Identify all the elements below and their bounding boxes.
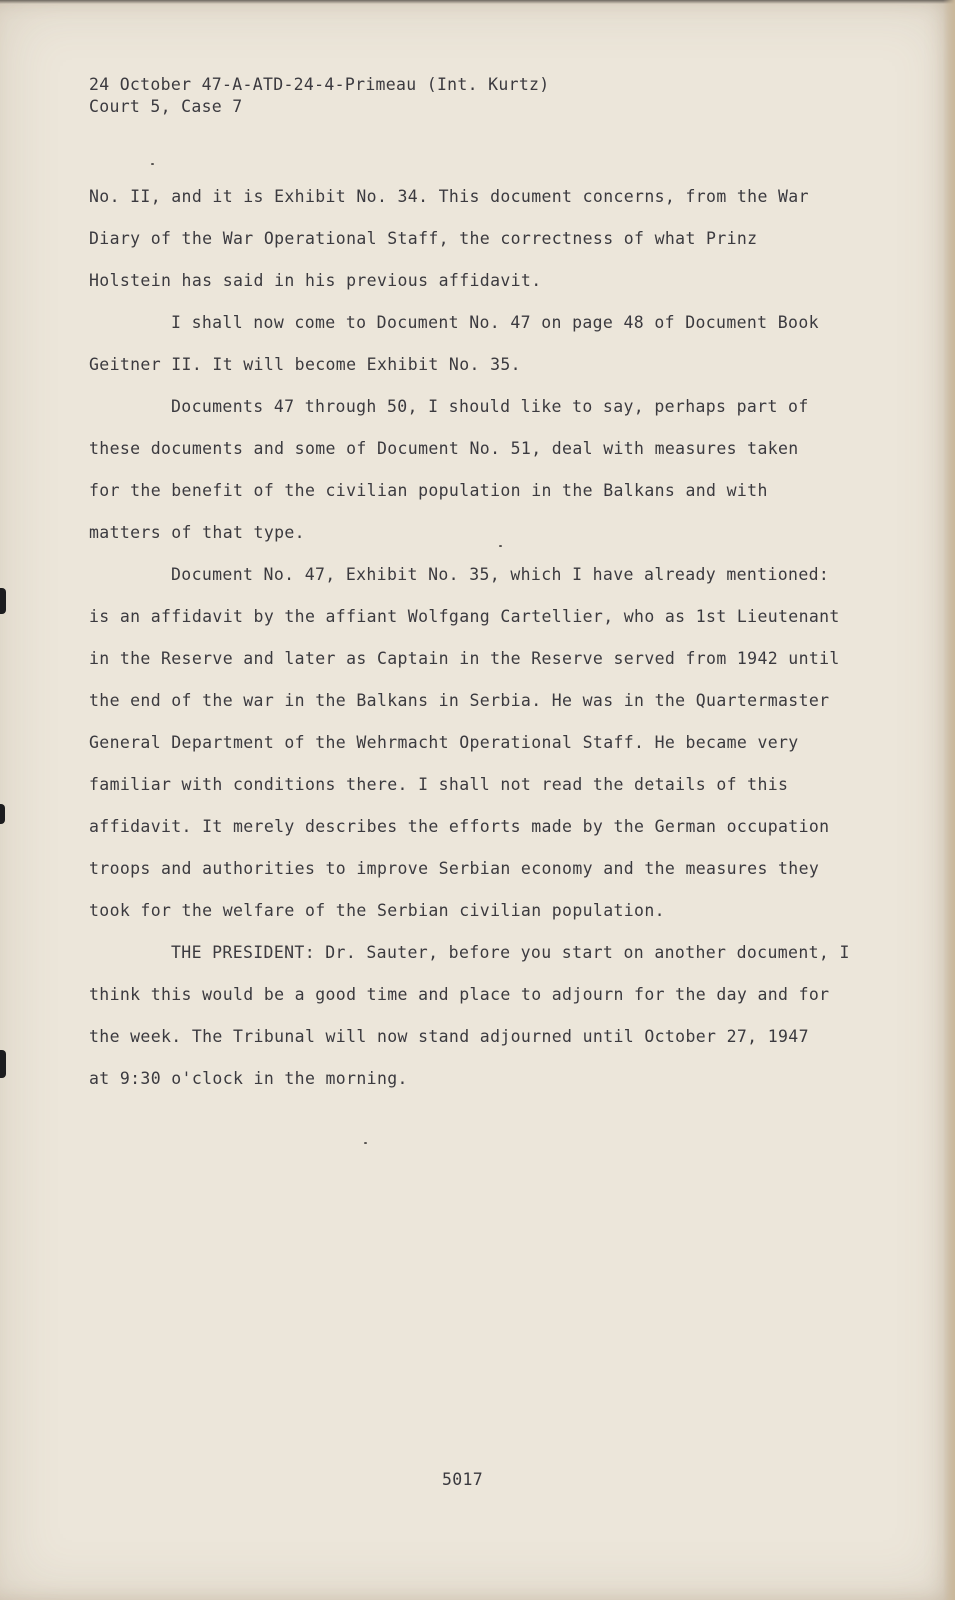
- transcript-body: [89, 176, 859, 1100]
- header-line-2: Court 5, Case 7: [89, 97, 243, 116]
- paragraph: [89, 554, 859, 932]
- page-right-edge: [943, 0, 955, 1600]
- paragraph: [89, 302, 859, 386]
- page-number: 5017: [442, 1470, 483, 1489]
- header-line-1: 24 October 47-A-ATD-24-4-Primeau (Int. Kurtz): [89, 75, 550, 94]
- text-line: Holstein has said in his previous affidavit.: [89, 271, 542, 290]
- text-line: THE PRESIDENT: Dr. Sauter, before you start on another document, I: [171, 943, 850, 962]
- text-line: in the Reserve and later as Captain in the Reserve served from 1942 until: [89, 649, 840, 668]
- text-line: Documents 47 through 50, I should like to say, perhaps part of: [171, 397, 809, 416]
- ink-speck-1: [151, 163, 154, 165]
- text-line: these documents and some of Document No. 51, deal with measures taken: [89, 439, 799, 458]
- text-line: affidavit. It merely describes the efforts made by the German occupation: [89, 817, 830, 836]
- ink-speck-3: [364, 1142, 367, 1144]
- text-line: matters of that type.: [89, 523, 305, 542]
- punch-mark-3: [0, 1050, 6, 1078]
- text-line: took for the welfare of the Serbian civilian population.: [89, 901, 665, 920]
- text-line: for the benefit of the civilian population in the Balkans and with: [89, 481, 768, 500]
- text-line: General Department of the Wehrmacht Operational Staff. He became very: [89, 733, 799, 752]
- text-line: is an affidavit by the affiant Wolfgang Cartellier, who as 1st Lieutenant: [89, 607, 840, 626]
- text-line: Geitner II. It will become Exhibit No. 35.: [89, 355, 521, 374]
- punch-mark-1: [0, 588, 6, 614]
- text-line: Document No. 47, Exhibit No. 35, which I have already mentioned:: [171, 565, 830, 584]
- text-line: troops and authorities to improve Serbian economy and the measures they: [89, 859, 820, 878]
- text-line: No. II, and it is Exhibit No. 34. This document concerns, from the War: [89, 187, 809, 206]
- punch-mark-2: [0, 804, 5, 824]
- paragraph: [89, 176, 859, 302]
- page-top-edge: [0, 0, 955, 4]
- document-header: [89, 74, 550, 118]
- paragraph: [89, 386, 859, 554]
- text-line: the week. The Tribunal will now stand adjourned until October 27, 1947: [89, 1027, 809, 1046]
- text-line: familiar with conditions there. I shall not read the details of this: [89, 775, 789, 794]
- text-line: I shall now come to Document No. 47 on page 48 of Document Book: [171, 313, 819, 332]
- text-line: Diary of the War Operational Staff, the correctness of what Prinz: [89, 229, 758, 248]
- text-line: at 9:30 o'clock in the morning.: [89, 1069, 408, 1088]
- paragraph: [89, 932, 859, 1100]
- text-line: think this would be a good time and place to adjourn for the day and for: [89, 985, 830, 1004]
- text-line: the end of the war in the Balkans in Serbia. He was in the Quartermaster: [89, 691, 830, 710]
